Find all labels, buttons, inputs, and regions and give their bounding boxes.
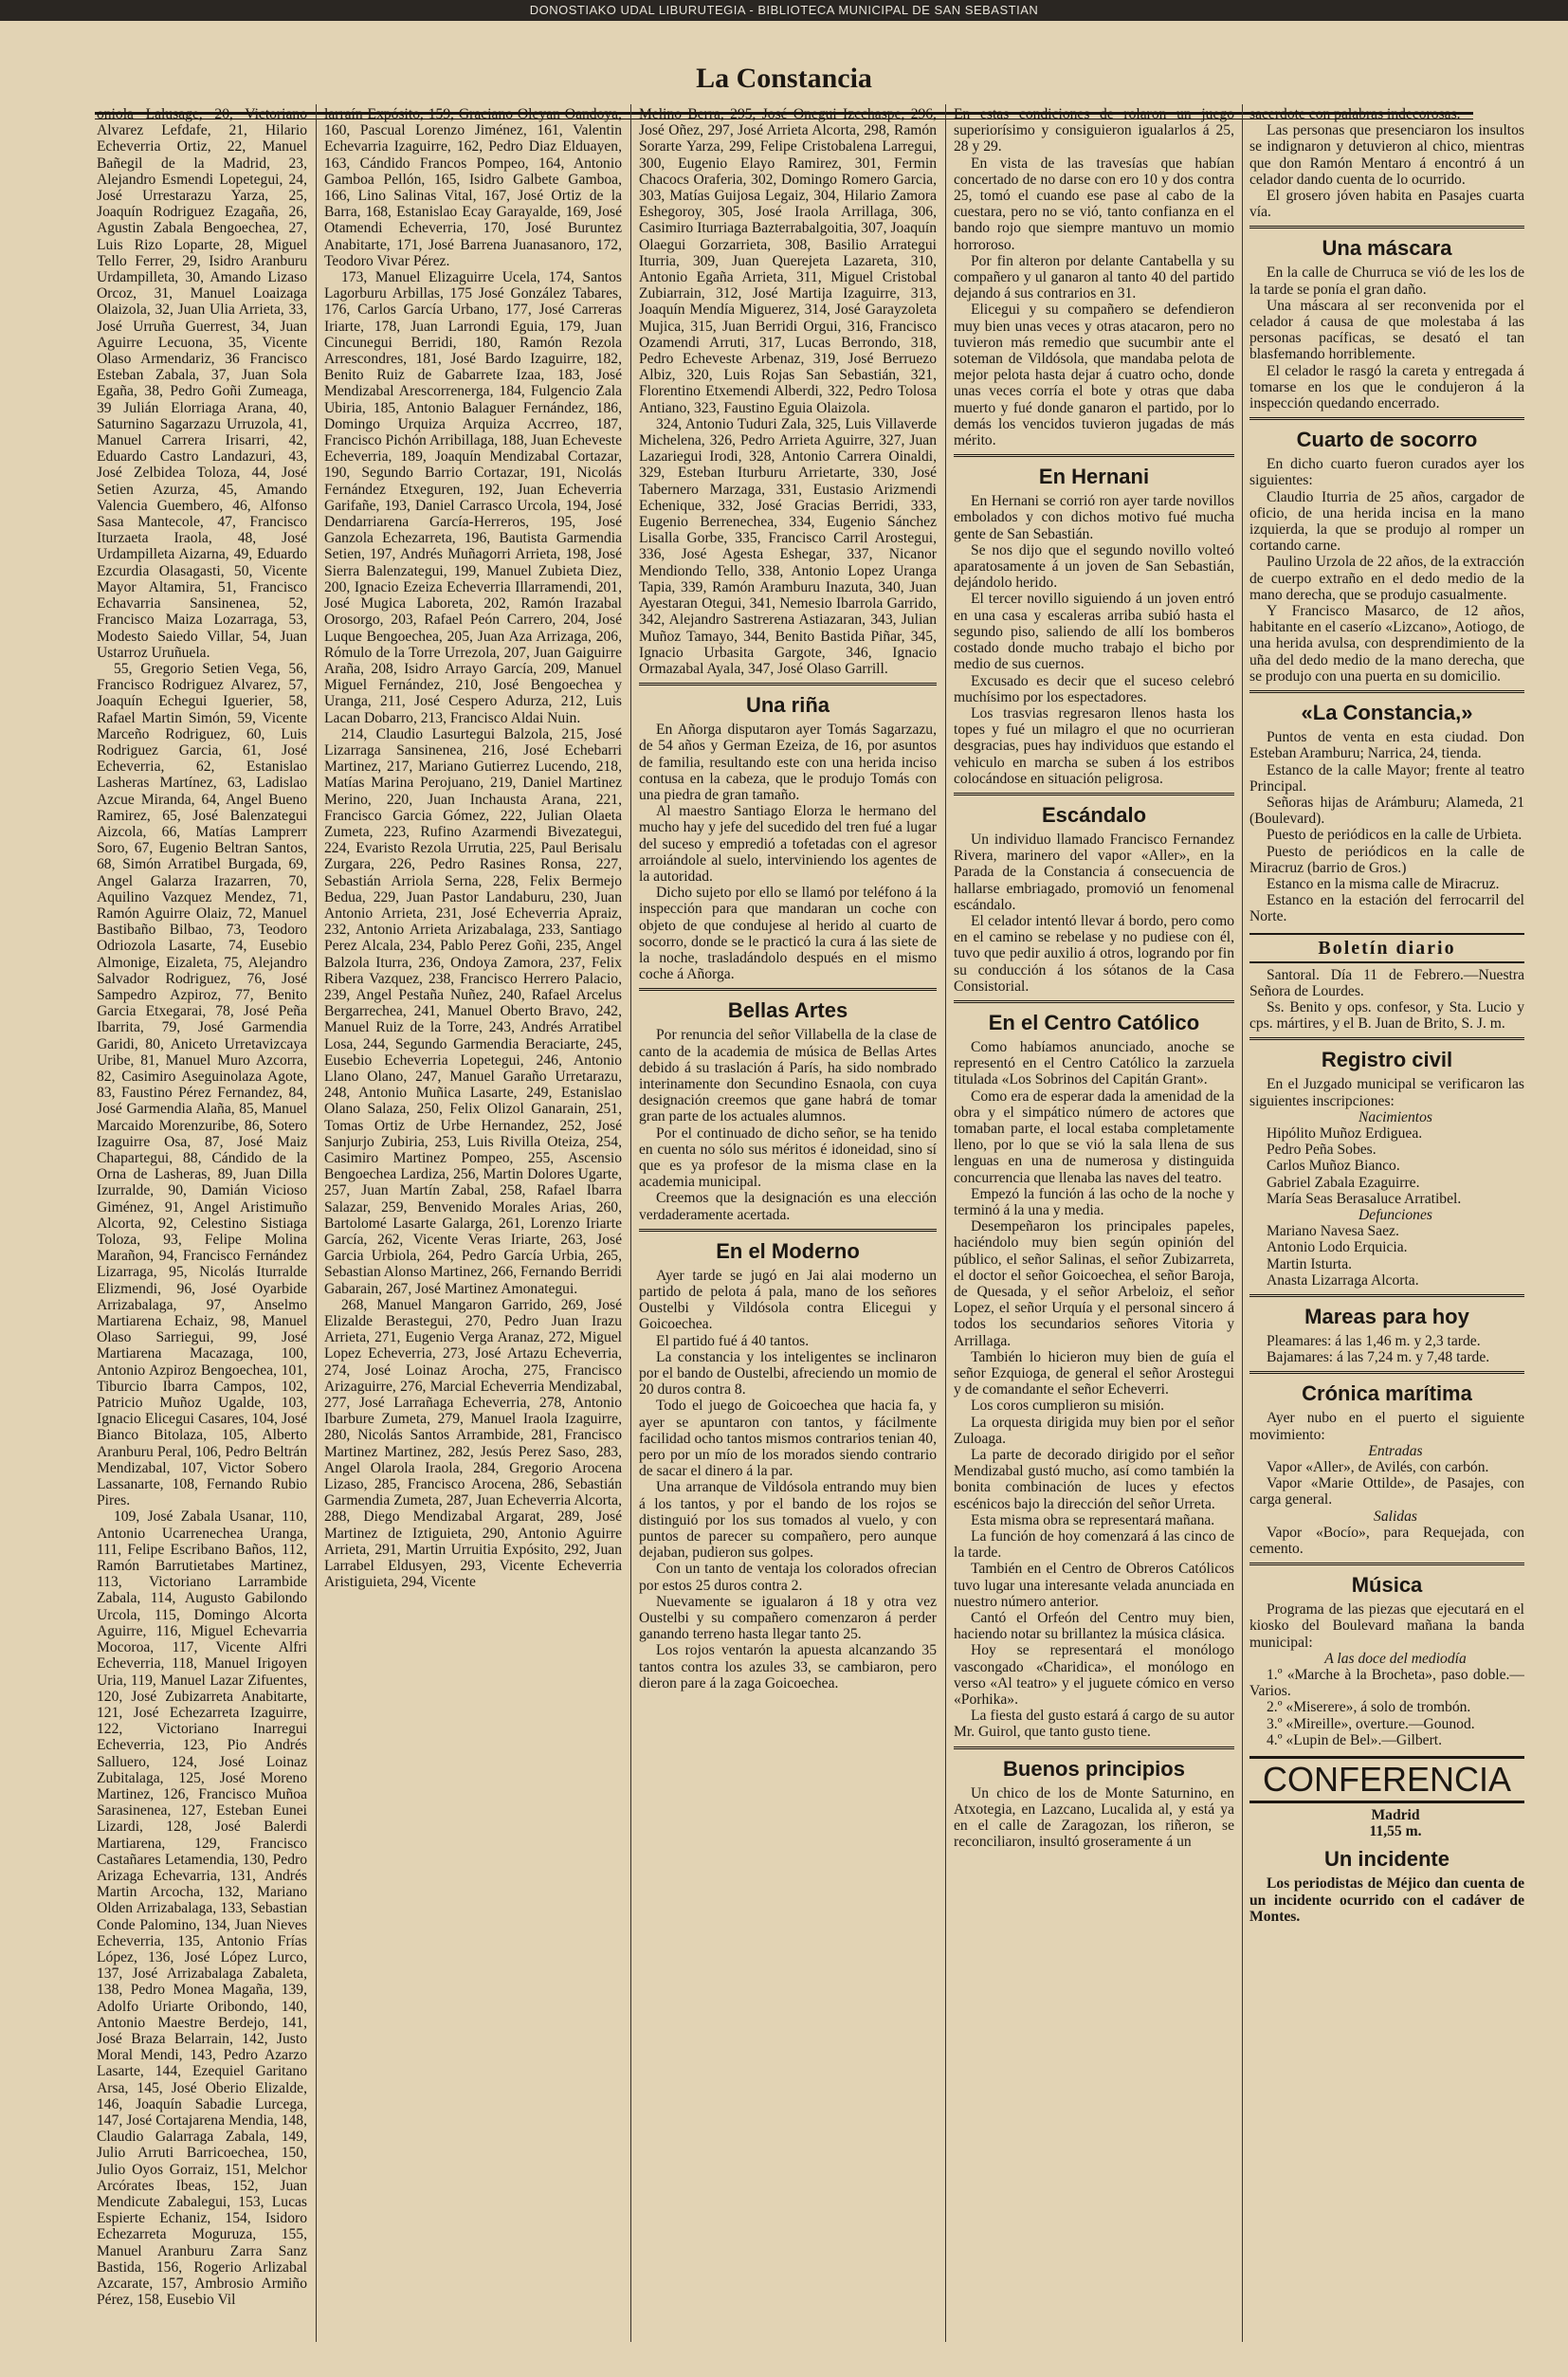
section-heading: Registro civil: [1321, 1048, 1453, 1072]
paragraph: También en el Centro de Obreros Católicos tuvo lugar una interesante velada anunciada en nuestro número anterior.: [954, 1561, 1234, 1610]
list-item: Antonio Lodo Erquicia.: [1267, 1239, 1408, 1256]
paragraph: Puesto de periódicos en la calle de Urbieta.: [1267, 827, 1522, 844]
paragraph: La fiesta del gusto estará á cargo de su autor Mr. Guirol, que tanto gusto tiene.: [954, 1708, 1234, 1741]
paragraph: Hoy se representará el monólogo vascongado «Charidica», el monólogo en verso «Al teatro» y el juguete cómico en verso «Porhika».: [954, 1642, 1234, 1709]
section-rule: [639, 683, 937, 686]
section-rule: [954, 1000, 1234, 1003]
paragraph: Por el continuado de dicho señor, se ha tenido en cuenta no sólo sus méritos é idoneidad, sino sí que es ya profesor de la misma clase en la academia municipal.: [639, 1125, 937, 1191]
column-divider: [316, 104, 317, 2342]
column-4: [954, 106, 1234, 2353]
paragraph: larraín Expósito, 159, Graciano Oleyan Oandoya, 160, Pascual Lorenzo Jiménez, 161, Valentin Echevarria Izaguirre, 162, Pedro Diaz Elduayen, 163, Cándido Francos Pompeo, 164, Antonio Gamboa Pellón, 165, Isidro Galbete Gamboa, 166, Lino Salinas Vital, 167, José Ortiz de la Barra, 168, Estanislao Ecay Garayalde, 169, José Otamendi Echeverria, 170, José Buruntez Anabitarte, 171, José Barrena Juanasanoro, 172, Teodoro Vivar Pérez.: [324, 106, 622, 269]
list-item: Anasta Lizarraga Alcorta.: [1267, 1271, 1419, 1289]
column-3: [639, 106, 937, 2353]
paragraph: 324, Antonio Tuduri Zala, 325, Luis Villaverde Michelena, 326, Pedro Arrieta Aguirre, 327, Juan Lazariegui Irodi, 328, Antonio Carrera Oinaldi, 329, Esteban Iturburu Arrietarte, 330, José Tabernero Marzaga, 331, Eustasio Arizmendi Echenique, 332, José Gracias Berridi, 333, Eugenio Berrenechea, 334, Eugenio Sánchez Lisalla Gorbe, 335, Francisco Carril Arostegui, 336, José Agesta Eshegar, 337, Nicanor Mendiondo Tello, 338, Antonio Lopez Uranga Tapia, 339, Ramón Aramburu Inazuta, 340, Juan Ayestaran Otegui, 341, Nemesio Ibarrola Garrido, 342, Alejandro Sastrerena Astiazaran, 343, Julian Muñoz Tamayo, 344, Benito Bastida Piñar, 345, Ignacio Urbasita Gargote, 346, Ignacio Ormazabal Ayala, 347, José Olaso Garrill.: [639, 415, 937, 677]
paragraph: En la calle de Churruca se vió de les los de la tarde se ponía el gran daño.: [1249, 265, 1524, 298]
paragraph: Bajamares: á las 7,24 m. y 7,48 tarde.: [1267, 1349, 1490, 1366]
list-item: Mariano Navesa Saez.: [1267, 1223, 1399, 1240]
column-divider: [1242, 104, 1243, 2342]
dateline: Madrid: [1371, 1807, 1420, 1824]
paragraph: Claudio Iturria de 25 años, cargador de oficio, de una herida incisa en la mano izquierda, la que se produjo al romper un cortando carne.: [1249, 488, 1524, 555]
section-heading: Boletín diario: [1249, 933, 1524, 963]
paragraph: Una arranque de Vildósola entrando muy bien á los tantos, y por el bando de los rojos se distinguió por los sus tomados al vuelo, y con puntos de parecer su compañero, pero aunque dejaban, pudieron sus golpes.: [639, 1479, 937, 1562]
paragraph: En vista de las travesías que habían concertado de no darse con ero 10 y dos contra 25, tomó el cuando ese pase al cabo de la cuestara, pero no se vió, tanto confianza en el bando rojo que siempre mantuvo un momio horroroso.: [954, 155, 1234, 253]
paragraph: oniola Lalusage, 20, Victoriano Alvarez Lefdafe, 21, Hilario Echeverria Ortiz, 22, Manuel Bañegil de la Madrid, 23, Alejandro Esmendi Lopetegui, 24, José Urrestarazu Yarza, 25, Joaquín Rodriguez Ezagaña, 26, Agustin Zabala Bengoechea, 27, Luis Rizo Loparte, 28, Miguel Tello Ferrer, 29, Isidro Aranburu Urdampilleta, 30, Amando Lizaso Orcoz, 31, Manuel Loaizaga Olaizola, 32, Juan Ulia Arrieta, 33, José Urruña Guerrest, 34, Juan Aguirre Lecuona, 35, Vicente Olaso Armendariz, 36 Francisco Esteban Zabala, 37, Juan Sola Egaña, 38, Pedro Goñi Zumeaga, 39 Julián Elorriaga Arana, 40, Saturnino Sagarzazu Urruzola, 41, Manuel Carrera Irisarri, 42, Eduardo Castro Landazuri, 43, José Zelbidea Toloza, 44, José Setien Azurza, 45, Amando Valencia Guembero, 46, Alfonso Sasa Mantecole, 47, Francisco Iturzaeta Iraola, 48, José Urdampilleta Aizarna, 49, Eduardo Ezcurdia Olasagasti, 50, Vicente Mayor Altamira, 51, Francisco Echavarria Sansinenea, 52, Francisco Maiza Lozarraga, 53, Modesto Saiedo Villar, 54, Juan Ustarroz Uruñuela.: [97, 106, 307, 661]
paragraph: El tercer novillo siguiendo á un joven entró en una casa y escaleras arriba subió hasta el segundo piso, saliendo de allí los bomberos costado donde mucho trabajo el bicho por medio de sus cuernos.: [954, 591, 1234, 673]
paragraph: El grosero jóven habita en Pasajes cuarta vía.: [1249, 188, 1524, 221]
paragraph: Melino Berra, 295, José Onegui Izcchaspe, 296, José Oñez, 297, José Arrieta Alcorta, 298, Ramón Sorarte Yarza, 299, Felipe Cristobalena Larregui, 300, Eugenio Elayo Ramirez, 301, Fermin Chacocs Oraferia, 302, Domingo Romero Garcia, 303, Matías Guijosa Legaiz, 304, Hilario Zamora Eshegoroy, 305, José Iraola Arrillaga, 306, Casimiro Iturriaga Bazterrabalgoitia, 307, Joaquín Olaegui Gorzarrieta, 308, Basilio Arrategui Iturria, 309, Juan Querejeta Lazareta, 310, Antonio Egaña Arrieta, 311, Miguel Cristobal Zubiarrain, 312, José Martija Izaguirre, 313, Joaquín Mendía Miguerez, 314, José Garayzoleta Mujica, 315, Juan Berridi Orgui, 316, Francisco Ozamendi Arruti, 317, Lucas Berrondo, 318, Pedro Echeveste Arbenaz, 319, José Berruezo Albiz, 320, Luis Rojas San Sebastián, 321, Florentino Etxemendi Alberdi, 322, Pedro Tolosa Antiano, 323, Faustino Eguia Olaizola.: [639, 106, 937, 416]
section-heading: Una riña: [745, 693, 830, 718]
paragraph: Puesto de periódicos en la calle de Miracruz (barrio de Gros.): [1249, 843, 1524, 876]
column-divider: [630, 104, 631, 2342]
section-rule: [954, 793, 1234, 795]
paragraph: Como habíamos anunciado, anoche se representó en el Centro Católico la zarzuela titulada «Los Sobrinos del Capitán Grant».: [954, 1038, 1234, 1088]
paragraph: Vapor «Bocío», para Requejada, con cemento.: [1249, 1524, 1524, 1558]
paragraph: En el Juzgado municipal se verificaron las siguientes inscripciones:: [1249, 1076, 1524, 1109]
paragraph: Empezó la función á las ocho de la noche y terminó á la una y media.: [954, 1185, 1234, 1218]
timestamp: 11,55 m.: [1369, 1823, 1422, 1840]
paragraph: Los periodistas de Méjico dan cuenta de un incidente ocurrido con el cadáver de Montes.: [1249, 1875, 1524, 1925]
masthead: [0, 21, 1568, 97]
section-heading: CONFERENCIA: [1249, 1756, 1524, 1803]
paragraph: sacerdote con palabras indecorosas.: [1249, 106, 1461, 122]
paragraph: Pleamares: á las 1,46 m. y 2,3 tarde.: [1267, 1332, 1481, 1349]
paragraph: En Añorga disputaron ayer Tomás Sagarzazu, de 54 años y German Ezeiza, de 16, por asuntos de familia, resultando este con una herida inciso contusa en la cabeza, que le produjo Tomás con una piedra de gran tamaño.: [639, 722, 937, 803]
section-heading: Escándalo: [1041, 802, 1147, 827]
list-item: 3.º «Mireille», overture.—Gounod.: [1267, 1715, 1475, 1732]
paragraph: Por fin alteron por delante Cantabella y su compañero y ul ganaron al tanto 40 del partido dejando á sus contrarios en 31.: [954, 252, 1234, 302]
paragraph: El celador intentó llevar á bordo, pero como en el camino se rebelase y no pudiese con él, tuvo que pedir auxilio á otros, logrando por fin su conducción á los sótanos de la Casa Consistorial.: [954, 912, 1234, 995]
paragraph: Por renuncia del señor Villabella de la clase de canto de la academia de música de Bellas Artes debido á su traslación á París, ha sido nombrado interinamente don Secundino Esnaola, con cuya designación creemos que gane habrá de tomar gran parte de los actuales alumnos.: [639, 1027, 937, 1125]
section-rule: [639, 988, 937, 991]
paragraph: Con un tanto de ventaja los colorados ofrecian por estos 25 duros contra 2.: [639, 1561, 937, 1594]
paragraph: La parte de decorado dirigido por el señor Mendizabal gustó mucho, así como también la bonita combinación de luces y efectos escénicos bajo la dirección del señor Urreta.: [954, 1447, 1234, 1512]
paragraph: El celador le rasgó la careta y entregada á tomarse en los que le condujeron á la inspección quedando encerrado.: [1249, 362, 1524, 412]
paragraph: Las personas que presenciaron los insultos se indignaron y detuvieron al chico, mientras que don Ramón Mentaro á encontró á un celador dando cuenta de lo ocurrido.: [1249, 122, 1524, 188]
paragraph: Vapor «Aller», de Avilés, con carbón.: [1267, 1459, 1489, 1475]
section-rule: [1249, 226, 1524, 229]
list-item: 4.º «Lupin de Bel».—Gilbert.: [1267, 1731, 1443, 1748]
paragraph: Ayer nubo en el puerto el siguiente movimiento:: [1249, 1410, 1524, 1443]
section-rule: [1249, 690, 1524, 693]
list-item: Pedro Peña Sobes.: [1267, 1142, 1377, 1159]
column-2: [324, 106, 622, 2353]
paragraph: Y Francisco Masarco, de 12 años, habitante en el caserío «Lizcano», Aotiogo, de una herida avulsa, con desprendimiento de la uña del dedo medio de la mano derecha, que se produjo con una puerta en su domicilio.: [1249, 603, 1524, 685]
subheading: A las doce del mediodía: [1324, 1650, 1467, 1667]
paragraph: Puntos de venta en esta ciudad. Don Esteban Aramburu; Narrica, 24, tienda.: [1249, 729, 1524, 762]
paragraph: Paulino Urzola de 22 años, de la extracción de cuerpo extraño en el dedo medio de la mano derecha, que se produjo casualmente.: [1249, 554, 1524, 603]
section-rule: [1249, 1294, 1524, 1297]
paragraph: 268, Manuel Mangaron Garrido, 269, José Elizalde Berastegui, 270, Pedro Juan Irazu Arrieta, 271, Eugenio Verga Aranaz, 272, Miguel Lopez Echeverria, 273, José Artazu Echeverria, 274, José Loinaz Arocha, 275, Francisco Arizaguirre, 276, Marcial Echeverria Mendizabal, 277, José Larrañaga Echeverria, 278, Antonio Ibarbure Zumeta, 279, Manuel Iraola Izaguirre, 280, Nicolás Santos Arrambide, 281, Francisco Martinez Martinez, 282, Jesús Perez Saso, 283, Angel Olarola Iraola, 284, Gregorio Arocena Lizaso, 285, Francisco Arocena, 286, Sebastián Garmendia Zumeta, 287, Juan Echeverria Alcorta, 288, Diego Mendizabal Argarat, 289, José Martinez de Iztiguieta, 290, Antonio Aguirre Arrieta, 291, Martin Urruitia Expósito, 292, Juan Larrabel Eldusyen, 293, Vicente Echeverria Aristiguieta, 294, Vicente: [324, 1296, 622, 1591]
section-rule: [1249, 1371, 1524, 1374]
section-rule: [1249, 1563, 1524, 1565]
subheading: Defunciones: [1358, 1206, 1432, 1223]
section-heading: En Hernani: [1038, 465, 1150, 489]
paragraph: Estanco en la misma calle de Miracruz.: [1267, 875, 1500, 892]
archive-header-bar: DONOSTIAKO UDAL LIBURUTEGIA - BIBLIOTECA MUNICIPAL DE SAN SEBASTIAN: [0, 0, 1568, 21]
paragraph: Estanco de la calle Mayor; frente al teatro Principal.: [1249, 761, 1524, 795]
subheading: Entradas: [1368, 1442, 1423, 1459]
paragraph: Ss. Benito y ops. confesor, y Sta. Lucio y cps. mártires, y el B. Juan de Brito, S. J. m.: [1249, 998, 1524, 1033]
paragraph: Un chico de los de Monte Saturnino, en Atxotegia, en Lazcano, Lucalida al, y está ya en el calle de Zaragozan, los riñeron, se reconciliaron, insultó groseramente á un: [954, 1784, 1234, 1851]
paragraph: Cantó el Orfeón del Centro muy bien, haciendo notar su brillantez la música clásica.: [954, 1610, 1234, 1643]
section-rule: [954, 1746, 1234, 1749]
paragraph: La orquesta dirigida muy bien por el señor Zuloaga.: [954, 1414, 1234, 1447]
paragraph: Los rojos ventarón la apuesta alcanzando 35 tantos contra los azules 33, se cambiaron, pero dieron pare á la zaga Goicoechea.: [639, 1642, 937, 1691]
paragraph: 109, José Zabala Usanar, 110, Antonio Ucarrenechea Uranga, 111, Felipe Escribano Baños, 112, Ramón Barrutietabes Martinez, 113, Victoriano Larrambide Zabala, 114, Augusto Gabilondo Urcola, 115, Domingo Alcorta Aguirre, 116, Miguel Echevarria Mocoroa, 117, Vicente Alfri Echeverria, 118, Manuel Irigoyen Uria, 119, Manuel Lazar Zifuentes, 120, José Zubizarreta Anabitarte, 121, José Echezarreta Izaguirre, 122, Victoriano Inarregui Echeverria, 123, Pio Andrés Salluero, 124, José Loinaz Zubitalaga, 125, José Moreno Martinez, 126, Francisco Muñoa Sarasinenea, 127, Esteban Eunei Lizardi, 128, José Balerdi Martiarena, 129, Francisco Castañares Letamendia, 130, Pedro Arizaga Echevarria, 131, Andrés Martin Arcocha, 132, Mariano Olden Arrizabalaga, 133, Sebastian Conde Palomino, 134, Juan Nieves Echeverria, 135, Antonio Frías López, 136, José López Lurco, 137, José Arrizabalaga Zabaleta, 138, Pedro Monea Magaña, 139, Adolfo Uriarte Oribondo, 140, Antonio Maestre Berdejo, 141, José Braza Belarrain, 142, Justo Moral Mendi, 143, Pedro Azarzo Lasarte, 144, Ezequiel Garitano Arsa, 145, José Oberio Elizalde, 146, Joaquín Sabadie Lurcega, 147, José Cortajarena Mendia, 148, Claudio Galarraga Zabala, 149, Julio Arruti Barricoechea, 150, Julio Oyos Gorraiz, 151, Melchor Arcórates Ibeas, 152, Juan Mendicute Zabalegui, 153, Lucas Espierte Echaniz, 154, Isidoro Echezarreta Moguruza, 155, Manuel Aranburu Zarra Sanz Bastida, 156, Rogerio Arlizabal Azcarate, 157, Ambrosio Armiño Pérez, 158, Eusebio Vil: [97, 1508, 307, 2309]
section-heading: Una máscara: [1322, 236, 1452, 261]
section-heading: Buenos principios: [1003, 1756, 1185, 1781]
paragraph: Al maestro Santiago Elorza le hermano del mucho hay y jefe del sucedido del tren fué a lugar del suceso y empredió a tofetadas con el agresor arroiándole al suelo, interviniendo los agentes de la autoridad.: [639, 803, 937, 885]
paragraph: Señoras hijas de Arámburu; Alameda, 21 (Boulevard).: [1249, 794, 1524, 828]
paragraph: Los coros cumplieron su misión.: [971, 1398, 1164, 1415]
section-rule: [1249, 1037, 1524, 1040]
list-item: 1.º «Marche à la Brocheta», paso doble.—Varios.: [1249, 1667, 1524, 1700]
column-5: [1249, 106, 1524, 2353]
paragraph: Ayer tarde se jugó en Jai alai moderno un partido de pelota á pala, mano de los señores Oustelbi y Vildósola contra Elicegui y Goicoechea.: [639, 1267, 937, 1333]
section-heading: Un incidente: [1323, 1847, 1449, 1872]
section-heading: En el Moderno: [716, 1238, 860, 1263]
section-heading: Crónica marítima: [1302, 1381, 1472, 1406]
paragraph: Excusado es decir que el suceso celebró muchísimo por los espectadores.: [954, 672, 1234, 705]
paragraph: Dicho sujeto por ello se llamó por teléfono á la inspección para que mandaran un coche con objeto de que condujese al herido al cuarto de socorro, donde se le practicó la cura á las siete de la noche, trasladándolo después en el mismo coche á Añorga.: [639, 885, 937, 983]
list-item: Carlos Muñoz Bianco.: [1267, 1158, 1400, 1175]
paragraph: La función de hoy comenzará á las cinco de la tarde.: [954, 1528, 1234, 1562]
section-heading: Música: [1351, 1573, 1423, 1598]
column-1: [97, 106, 307, 2353]
paragraph: La constancia y los inteligentes se inclinaron por el bando de Oustelbi, afreciendo un momio de 20 duros contra 8.: [639, 1348, 937, 1399]
section-heading: Mareas para hoy: [1304, 1304, 1469, 1328]
paragraph: Desempeñaron los principales papeles, haciéndolo muy bien según opinión del público, el señor Salinas, el señor Zubizarreta, el doctor el señor Goicoechea, el señor Baroja, de Quesada, y el señor Arbeloiz, el señor Lopez, el señor Urquía y el personal sincero á todos los secundarios señores Vitoria y Arrillaga.: [954, 1218, 1234, 1349]
list-item: Gabriel Zabala Ezaguirre.: [1267, 1174, 1420, 1191]
list-item: Martin Isturta.: [1267, 1255, 1353, 1272]
paragraph: 173, Manuel Elizaguirre Ucela, 174, Santos Lagorburu Arbillas, 175 José González Tabares, 176, Carlos García Urbano, 177, José Carreras Iriarte, 178, Juan Larrondi Eguia, 179, Juan Cincunegui Berridi, 180, Ramón Rezola Arrescondres, 181, José Bardo Izaguirre, 182, Benito Ruiz de Gabarrete Izaa, 183, José Mendizabal Arescorrenerga, 184, Fulgencio Zala Ubiria, 185, Antonio Balaguer Fernández, 186, Domingo Urquiza Arquiza Accrreo, 187, Francisco Pichón Arribillaga, 188, Juan Echeveste Echeverria, 189, Joaquín Mendizabal Cortazar, 190, Segundo Barrio Cortazar, 191, Nicolás Fernández Etxeguren, 192, Juan Echeverria Garifañe, 193, Daniel Carrasco Urcola, 194, José Dendarriarena García-Herreros, 195, José Ganzola Echezarreta, 196, Bautista Garmendia Setien, 197, Andrés Muñagorri Arrieta, 198, José Sierra Balenzategui, 199, Manuel Zubieta Diez, 200, Ignacio Ezeiza Echeverria Illarramendi, 201, José Mugica Laboreta, 202, Ramón Irazabal Orosorgo, 203, Rafael Peón Carrero, 204, José Luque Bengoechea, 205, Juan Aza Arrizaga, 206, Rómulo de la Torre Urrezola, 207, Juan Gaiguirre Araña, 208, Isidro Arrayo García, 209, Manuel Miguel Fernández, 210, José Bengoechea y Uranga, 211, José Cespero Adurza, 212, Luis Lacan Dobarro, 213, Francisco Aldai Nuin.: [324, 269, 622, 726]
paragraph: Vapor «Marie Ottilde», de Pasajes, con carga general.: [1249, 1475, 1524, 1508]
paragraph: También lo hicieron muy bien de guía el señor Ezquioga, de general el señor Arostegui y de comandante el señor Echeverri.: [954, 1348, 1234, 1399]
newspaper-title: La Constancia: [696, 63, 872, 94]
paragraph: Los trasvias regresaron llenos hasta los topes y fué un milagro el que no ocurrieran desgracias, pues hay individuos que estando el vehiculo en marcha se suben á los estribos colocándose en situación peligrosa.: [954, 704, 1234, 787]
subheading: Nacimientos: [1358, 1108, 1432, 1125]
column-divider: [945, 104, 946, 2342]
section-rule: [1249, 417, 1524, 420]
section-rule: [639, 1229, 937, 1232]
paragraph: 55, Gregorio Setien Vega, 56, Francisco Rodriguez Alvarez, 57, Joaquín Echegui Iguerier, 58, Rafael Martin Simón, 59, Vicente Marceño Rodriguez, 60, Luis Rodriguez Garcia, 61, José Echeverria, 62, Estanislao Lasheras Martínez, 63, Ladislao Azcue Miranda, 64, Angel Bueno Ramirez, 65, José Balenzategui Aizcola, 66, Matías Lamprerr Soro, 67, Eugenio Beltran Santos, 68, Simón Arratibel Burgada, 69, Angel Galarza Irazarren, 70, Aquilino Vazquez Mendez, 71, Ramón Aguirre Olaiz, 72, Manuel Bastibaño Bilbao, 73, Teodoro Odriozola Lasarte, 74, Eusebio Almonige, Eizaleta, 75, Alejandro Salvador Rodriguez, 76, José Sampedro Azpiroz, 77, Benito Garcia Etxegarai, 78, José Peña Ibarrita, 79, José Garmendia Garidi, 80, Aniceto Urretavizcaya Uribe, 81, Manuel Muro Azcorra, 82, Casimiro Aseguinolaza Agote, 83, Faustino Pérez Fernandez, 84, José Garmendia Alaña, 85, Manuel Marcaido Morenzuribe, 86, Sotero Izaguirre Osa, 87, José Maiz Chapartegui, 88, Cándido de la Orna de Lasheras, 89, Juan Dilla Izurralde, 90, Damián Vicioso Giménez, 91, Angel Aristimuño Alcorta, 92, Celestino Sistiaga Toloza, 93, Felipe Molina Marañon, 94, Francisco Fernández Lizarraga, 95, Nicolás Iturralde Elizmendi, 96, José Oyarbide Arrizabalaga, 97, Anselmo Martiarena Echaiz, 98, Manuel Olaso Sarriegui, 99, José Martiarena Macazaga, 100, Antonio Azpiroz Bengoechea, 101, Tiburcio Ibarra Campos, 102, Patricio Muñoz Ugalde, 103, Ignacio Elicegui Casares, 104, José Bianco Bitolaza, 105, Alberto Aranburu Peral, 106, Pedro Beltrán Mendizabal, 107, Victor Sobero Lassanarte, 108, Fernando Rubio Pires.: [97, 660, 307, 1509]
section-heading: Bellas Artes: [727, 998, 848, 1023]
subheading: Salidas: [1374, 1508, 1417, 1525]
list-item: 2.º «Miserere», á solo de trombón.: [1267, 1699, 1471, 1716]
paragraph: En dicho cuarto fueron curados ayer los siguientes:: [1249, 456, 1524, 489]
paragraph: Programa de las piezas que ejecutará en el kiosko del Boulevard mañana la banda municipal:: [1249, 1601, 1524, 1651]
paragraph: Una máscara al ser reconvenida por el celador á causa de que molestaba á las personas pacíficas, se desató el tan blasfemando horriblemente.: [1249, 297, 1524, 363]
paragraph: Nuevamente se igualaron á 18 y otra vez Oustelbi y su compañero comenzaron á perder ganando terreno hasta llegar tanto 25.: [639, 1593, 937, 1643]
paragraph: Elicegui y su compañero se defendieron muy bien unas veces y otras atacaron, pero no tuvieron más remedio que sucumbir ante el soteman de Vildósola, que mandaba pelota de mejor pelota hasta dejar á cuatro ocho, donde unas veces corría el bote y otras que daba muerto y fué donde ganaron el partido, por lo demás los vencidos tuvieron jugadas de más mérito.: [954, 302, 1234, 449]
section-heading: «La Constancia,»: [1301, 701, 1473, 725]
section-rule: [954, 454, 1234, 457]
paragraph: 214, Claudio Lasurtegui Balzola, 215, José Lizarraga Sansinenea, 216, José Echebarri Martinez, 217, Mariano Gutierrez Lucendo, 218, Matías Marina Perojuano, 219, Daniel Martinez Merino, 220, Juan Inchausta Arana, 221, Francisco Garcia Gómez, 222, Julian Olaeta Zumeta, 223, Rufino Azarmendi Bivezategui, 224, Evaristo Rezola Urrutia, 225, Paul Berisalu Zurgara, 226, Pedro Rasines Ronsa, 227, Sebastián Arriola Serna, 228, Felix Bermejo Bedua, 229, Juan Pastor Landaburu, 230, Juan Antonio Arrieta, 231, José Echeverria Apraiz, 232, Antonio Arrieta Arizabalaga, 233, Santiago Perez Alcala, 234, Pablo Perez Goñi, 235, Angel Balzola Iturra, 236, Ondoya Zamora, 237, Felix Ribera Vazquez, 238, Francisco Herrero Palacio, 239, Angel Pestaña Nuñez, 240, Rafael Arcelus Bergarrechea, 241, Manuel Oberto Bravo, 242, Manuel Ruiz de la Torre, 243, Andrés Arratibel Losa, 244, Segundo Garmendia Beraciarte, 245, Eusebio Echeverria Lopetegui, 246, Antonio Llano Olano, 247, Manuel Garaño Urretarazu, 248, Antonio Muñica Lasarte, 249, Estanislao Olano Salaza, 250, Felix Olizol Ganarain, 251, Tomas Ortiz de Urbe Hernandez, 252, José Sanjurjo Zubiria, 253, Luis Rivilla Oteiza, 254, Casimiro Martinez Pompeo, 255, Ascensio Bengoechea Lardiza, 256, Martin Dolores Ugarte, 257, Juan Martín Zabal, 258, Rafael Ibarra Salazar, 259, Benvenido Morales Arias, 260, Bartolomé Lasarte Galarga, 261, Lorenzo Iriarte García, 262, Vicente Veras Iriarte, 263, José Garcia Urbiola, 264, Pedro García Urbia, 265, Sebastian Alonso Martinez, 266, Fernando Berridi Gabarain, 267, José Martinez Amonategui.: [324, 725, 622, 1297]
paragraph: En estas condiciones de rolaron un juego superiorísimo y consiguieron igualarlos á 25, 28 y 29.: [954, 106, 1234, 155]
paragraph: Estanco en la estación del ferrocarril del Norte.: [1249, 892, 1524, 925]
paragraph: Santoral. Día 11 de Febrero.—Nuestra Señora de Lourdes.: [1249, 966, 1524, 999]
paragraph: El partido fué á 40 tantos.: [656, 1332, 810, 1349]
list-item: María Seas Berasaluce Arratibel.: [1267, 1190, 1462, 1207]
paragraph: Se nos dijo que el segundo novillo volteó aparatosamente á un joven de San Sebastián, dejándolo herido.: [954, 541, 1234, 592]
paragraph: Como era de esperar dada la amenidad de la obra y el simpático número de actores que tomaban parte, el local estaba completamente lleno, por lo que se vió la sala llena de sus lenguas en una de numerosa y distinguida concurrencia que llenaba las naves del teatro.: [954, 1088, 1234, 1186]
section-heading: Cuarto de socorro: [1296, 428, 1478, 452]
paragraph: Creemos que la designación es una elección verdaderamente acertada.: [639, 1190, 937, 1223]
section-heading: En el Centro Católico: [988, 1010, 1200, 1034]
paragraph: Esta misma obra se representará mañana.: [971, 1511, 1215, 1528]
list-item: Hipólito Muñoz Erdiguea.: [1267, 1125, 1423, 1142]
paragraph: En Hernani se corrió ron ayer tarde novillos embolados y con dichos motivo fué mucha gente de San Sebastián.: [954, 493, 1234, 542]
paragraph: Un individuo llamado Francisco Fernandez Rivera, marinero del vapor «Aller», en la Parada de la Constancia á consecuencia de hallarse embriagado, promovió un fenomenal escándalo.: [954, 831, 1234, 913]
paragraph: Todo el juego de Goicoechea que hacia fa, y ayer se apuntaron con tantos, y fácilmente facilidad ocho tantos mismos contrarios tenian 40, pero por un mío de los morados siendo contrario de sacar el dinero á la par.: [639, 1398, 937, 1480]
